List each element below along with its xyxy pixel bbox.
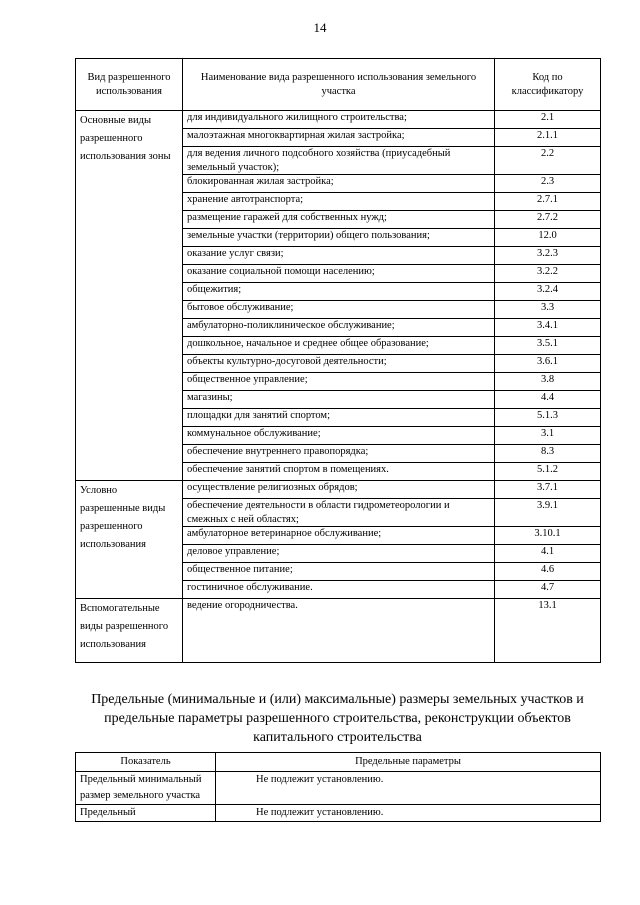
code-cell: 13.1 xyxy=(495,599,601,663)
code-cell: 5.1.3 xyxy=(495,409,601,427)
code-cell: 3.1 xyxy=(495,427,601,445)
table-row xyxy=(76,599,601,663)
code-cell: 2.7.2 xyxy=(495,211,601,229)
use-name-cell: земельные участки (территории) общего пользования; xyxy=(183,229,495,247)
use-name-cell: оказание социальной помощи населению; xyxy=(183,265,495,283)
use-name-cell: площадки для занятий спортом; xyxy=(183,409,495,427)
header-type: Вид разрешенного использования xyxy=(76,59,183,111)
code-cell: 3.8 xyxy=(495,373,601,391)
page-number: 14 xyxy=(313,20,327,35)
code-cell: 3.5.1 xyxy=(495,337,601,355)
code-cell: 4.4 xyxy=(495,391,601,409)
code-cell: 2.1.1 xyxy=(495,129,601,147)
code-cell: 4.6 xyxy=(495,563,601,581)
table-row xyxy=(76,805,601,822)
use-name-cell: размещение гаражей для собственных нужд; xyxy=(183,211,495,229)
category-cell: Основные виды разрешенного использования зоны xyxy=(76,111,183,481)
code-cell: 3.10.1 xyxy=(495,527,601,545)
use-name-cell: амбулаторное ветеринарное обслуживание; xyxy=(183,527,495,545)
use-name-cell: общественное управление; xyxy=(183,373,495,391)
value-cell: Не подлежит установлению. xyxy=(216,772,601,805)
use-name-cell: ведение огородничества. xyxy=(183,599,495,663)
use-name-cell: осуществление религиозных обрядов; xyxy=(183,481,495,499)
use-name-cell: амбулаторно-поликлиническое обслуживание; xyxy=(183,319,495,337)
code-cell: 3.6.1 xyxy=(495,355,601,373)
use-name-cell: объекты культурно-досуговой деятельности; xyxy=(183,355,495,373)
header-name: Наименование вида разрешенного использования земельного участка xyxy=(183,59,495,111)
code-cell: 3.7.1 xyxy=(495,481,601,499)
use-name-cell: для индивидуального жилищного строительства; xyxy=(183,111,495,129)
table-row xyxy=(76,111,601,129)
indicator-cell: Предельный xyxy=(76,805,216,822)
table-row xyxy=(76,772,601,805)
use-name-cell: блокированная жилая застройка; xyxy=(183,175,495,193)
code-cell: 3.2.3 xyxy=(495,247,601,265)
code-cell: 3.2.4 xyxy=(495,283,601,301)
use-name-cell: обеспечение деятельности в области гидрометеорологии и смежных с ней областях; xyxy=(183,499,495,527)
use-name-cell: обеспечение внутреннего правопорядка; xyxy=(183,445,495,463)
code-cell: 12.0 xyxy=(495,229,601,247)
indicator-cell: Предельный минимальный размер земельного участка xyxy=(76,772,216,805)
category-cell: Вспомогательные виды разрешенного использования xyxy=(76,599,183,663)
use-name-cell: гостиничное обслуживание. xyxy=(183,581,495,599)
use-name-cell: магазины; xyxy=(183,391,495,409)
land-use-table xyxy=(75,58,601,663)
use-name-cell: дошкольное, начальное и среднее общее образование; xyxy=(183,337,495,355)
header-indicator: Показатель xyxy=(76,753,216,772)
code-cell: 2.2 xyxy=(495,147,601,175)
code-cell: 3.4.1 xyxy=(495,319,601,337)
header-code: Код по классификатору xyxy=(495,59,601,111)
code-cell: 3.9.1 xyxy=(495,499,601,527)
code-cell: 4.1 xyxy=(495,545,601,563)
use-name-cell: оказание услуг связи; xyxy=(183,247,495,265)
code-cell: 4.7 xyxy=(495,581,601,599)
code-cell: 2.1 xyxy=(495,111,601,129)
code-cell: 2.7.1 xyxy=(495,193,601,211)
section-heading: Предельные (минимальные и (или) максимальные) размеры земельных участков и предельные параметры разрешенного строительства, реконструкции объектов капитального строительства xyxy=(91,692,584,745)
use-name-cell: хранение автотранспорта; xyxy=(183,193,495,211)
use-name-cell: коммунальное обслуживание; xyxy=(183,427,495,445)
value-cell: Не подлежит установлению. xyxy=(216,805,601,822)
code-cell: 3.2.2 xyxy=(495,265,601,283)
use-name-cell: для ведения личного подсобного хозяйства (приусадебный земельный участок); xyxy=(183,147,495,175)
code-cell: 5.1.2 xyxy=(495,463,601,481)
use-name-cell: общежития; xyxy=(183,283,495,301)
use-name-cell: бытовое обслуживание; xyxy=(183,301,495,319)
code-cell: 8.3 xyxy=(495,445,601,463)
code-cell: 3.3 xyxy=(495,301,601,319)
land-use-table-body xyxy=(76,111,601,663)
header-params: Предельные параметры xyxy=(216,753,601,772)
category-cell: Условно разрешенные виды разрешенного использования xyxy=(76,481,183,599)
table-row xyxy=(76,481,601,499)
code-cell: 2.3 xyxy=(495,175,601,193)
use-name-cell: общественное питание; xyxy=(183,563,495,581)
use-name-cell: малоэтажная многоквартирная жилая застройка; xyxy=(183,129,495,147)
use-name-cell: деловое управление; xyxy=(183,545,495,563)
use-name-cell: обеспечение занятий спортом в помещениях. xyxy=(183,463,495,481)
parameters-table xyxy=(75,752,601,822)
